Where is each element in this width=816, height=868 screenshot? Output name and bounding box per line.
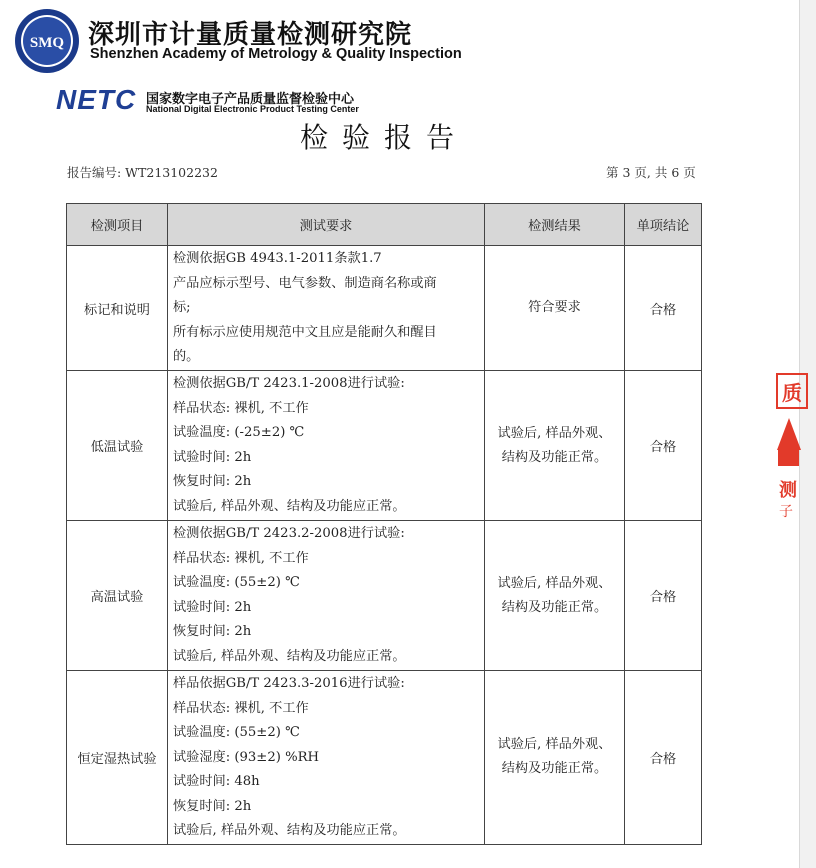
seal-stamp — [774, 368, 802, 520]
svg-text:SMQ: SMQ — [29, 35, 65, 51]
test-conclusion: 合格 — [625, 246, 702, 371]
test-conclusion: 合格 — [625, 521, 702, 671]
test-result — [485, 521, 625, 671]
test-item: 低温试验 — [67, 371, 168, 521]
test-result — [485, 246, 625, 371]
test-conclusion: 合格 — [625, 371, 702, 521]
result-line: 结构及功能正常。 — [501, 449, 608, 465]
svg-text:子: 子 — [779, 504, 793, 520]
table-row — [67, 371, 702, 521]
page-counter: 第 3 页, 共 6 页 — [606, 165, 696, 180]
requirement-line: 恢复时间: 2h — [173, 624, 252, 639]
table-header-row — [67, 204, 702, 246]
netc-name-en: National Digital Electronic Product Testing Center — [146, 104, 359, 114]
requirement-line: 样品状态: 裸机, 不工作 — [173, 550, 309, 566]
result-line: 试验后, 样品外观、 — [497, 575, 612, 591]
column-header: 单项结论 — [625, 204, 702, 246]
result-line: 试验后, 样品外观、 — [497, 737, 612, 753]
test-report-table — [66, 203, 702, 845]
requirement-line: 试验湿度: (93±2) %RH — [173, 749, 320, 765]
requirement-line: 检测依据GB 4943.1-2011条款1.7 — [173, 251, 382, 266]
result-line: 符合要求 — [528, 300, 581, 315]
org-name-en: Shenzhen Academy of Metrology & Quality Inspection — [90, 46, 462, 62]
result-line: 结构及功能正常。 — [501, 599, 608, 615]
test-requirements — [168, 521, 485, 671]
smq-logo — [14, 8, 80, 74]
test-requirements — [168, 371, 485, 521]
column-header: 检测项目 — [67, 204, 168, 246]
requirement-line: 试验温度: (55±2) ℃ — [173, 725, 300, 740]
requirement-line: 试验后, 样品外观、结构及功能应正常。 — [173, 823, 406, 838]
requirement-line: 恢复时间: 2h — [173, 474, 252, 489]
svg-text:质: 质 — [782, 381, 802, 405]
requirement-line: 试验时间: 2h — [173, 449, 252, 465]
report-number: 报告编号: WT213102232 — [67, 165, 218, 180]
requirement-line: 检测依据GB/T 2423.2-2008进行试验: — [173, 526, 405, 541]
test-conclusion: 合格 — [625, 671, 702, 845]
viewer-scrollbar[interactable] — [799, 0, 816, 868]
result-line: 试验后, 样品外观、 — [497, 425, 612, 441]
requirement-line: 试验温度: (-25±2) ℃ — [173, 425, 305, 440]
netc-name-cn: 国家数字电子产品质量监督检验中心 — [146, 92, 355, 107]
requirement-line: 试验后, 样品外观、结构及功能应正常。 — [173, 648, 406, 664]
requirement-line: 试验后, 样品外观、结构及功能应正常。 — [173, 498, 406, 514]
org-name-cn: 深圳市计量质量检测研究院 — [88, 20, 413, 50]
svg-text:测: 测 — [779, 480, 797, 501]
test-result — [485, 371, 625, 521]
column-header: 检测结果 — [485, 204, 625, 246]
requirement-line: 所有标示应使用规范中文且应是能耐久和醒目 — [173, 324, 437, 340]
requirement-line: 恢复时间: 2h — [173, 798, 252, 814]
netc-logo: NETC — [56, 84, 137, 115]
table-row — [67, 246, 702, 371]
test-requirements — [168, 671, 485, 845]
requirement-line: 标; — [173, 300, 191, 315]
test-requirements — [168, 246, 485, 371]
table-row — [67, 671, 702, 845]
test-item: 标记和说明 — [67, 246, 168, 371]
requirement-line: 样品依据GB/T 2423.3-2016进行试验: — [173, 676, 405, 691]
requirement-line: 样品状态: 裸机, 不工作 — [173, 700, 309, 716]
requirement-line: 试验时间: 48h — [173, 774, 260, 789]
result-line: 结构及功能正常。 — [501, 761, 608, 777]
requirement-line: 样品状态: 裸机, 不工作 — [173, 400, 309, 416]
table-row — [67, 521, 702, 671]
page-title: 检验报告 — [299, 121, 468, 154]
requirement-line: 试验时间: 2h — [173, 599, 252, 615]
column-header: 测试要求 — [168, 204, 485, 246]
requirement-line: 产品应标示型号、电气参数、制造商名称或商 — [173, 275, 437, 291]
test-result — [485, 671, 625, 845]
requirement-line: 的。 — [173, 349, 200, 364]
requirement-line: 试验温度: (55±2) ℃ — [173, 575, 300, 590]
test-item: 高温试验 — [67, 521, 168, 671]
test-item: 恒定湿热试验 — [67, 671, 168, 845]
requirement-line: 检测依据GB/T 2423.1-2008进行试验: — [173, 376, 405, 391]
